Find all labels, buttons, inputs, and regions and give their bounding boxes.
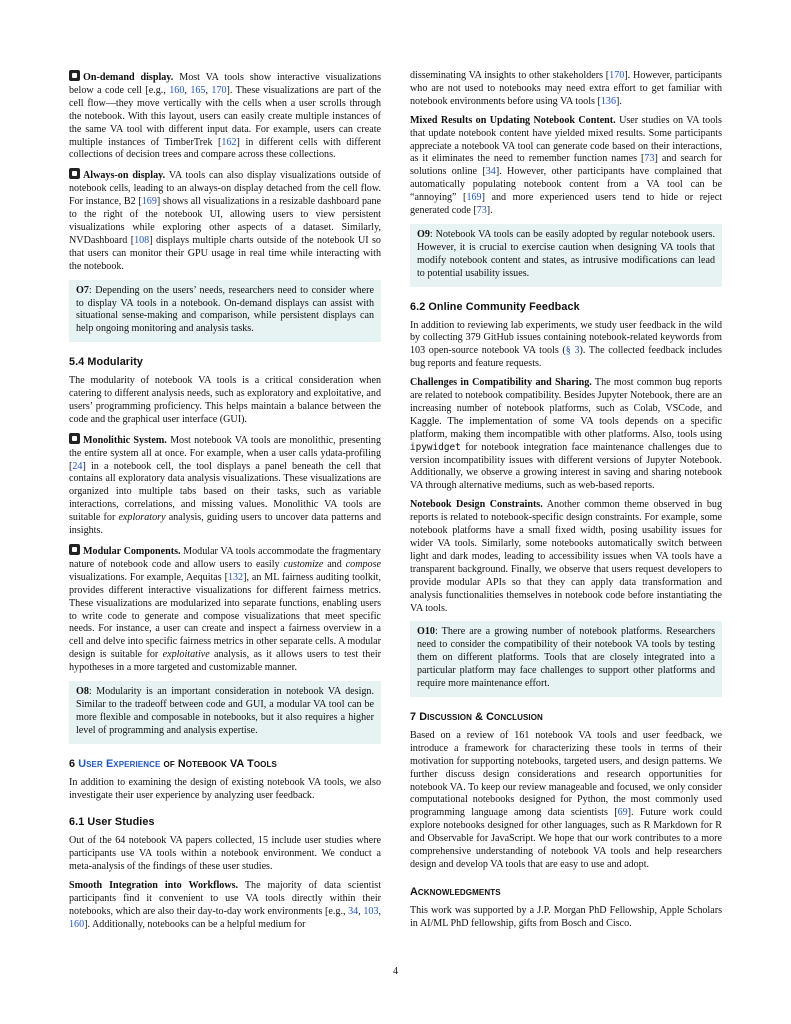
paragraph-conclusion: Based on a review of 161 notebook VA tools and user feedback, we introduce a framework for characterizing these tools in terms of their motivation for supporting notebooks, targeted users, and design patterns. We further discuss design considerations and research opportunities for notebook VA. To keep our review manageable and focused, we only consider computational notebooks designed for Python, the most commonly used programming language among data scientists [69]. Future work could explore notebooks designed for other languages, such as R Markdown for R and Observable for JavaScript. We hope that our work contributes to a more comprehensive understanding of notebook VA tools and help researchers design and develop VA tools that are easy to use and adopt. <box>410 729 722 870</box>
citation-link[interactable]: 170 <box>609 70 625 81</box>
citation-link[interactable]: 108 <box>134 234 150 246</box>
citation-link[interactable]: 170 <box>211 84 227 96</box>
citation-link[interactable]: 160 <box>169 84 185 96</box>
paragraph-modular-components: Modular Components. Modular VA tools accommodate the fragmentary nature of notebook code and allow users to easily customize and compose visualizations. For example, Aequitas [132], an ML fairness auditing toolkit, provides different interactive visualizations for different fairness metrics. These visualizations are modularized into separate functions, enabling users to write code to generate and compose visualizations that meet specific needs. For instance, a user can create and inspect a fairness overview in a cell and delve into specific fairness metrics in other separate cells. A modular design is suitable for exploitative analysis, as it allows users to test their hypotheses in a more targeted and customizable manner. <box>69 546 381 674</box>
citation-link[interactable]: 162 <box>221 136 237 148</box>
cell-flow-icon <box>69 70 80 81</box>
citation-link[interactable]: 69 <box>617 807 628 819</box>
section-heading-7: 7 Discussion & Conclusion <box>410 710 543 723</box>
citation-link[interactable]: 34 <box>485 166 496 178</box>
right-column <box>410 70 722 937</box>
paragraph-compatibility: Challenges in Compatibility and Sharing. The most common bug reports are related to notebook compatibility. Besides Jupyter Notebook, there are an increasing number of notebook platforms, such as Colab, VSCode, and Kaggle. The implementation of some VA tools depends on a specific platform, making them incompatible with other platforms. Also, tools using ipywidget for notebook integration face maintenance challenges due to version incompatibility issues with different versions of Jupyter Notebook. Additionally, we observe a growing interest in saving and sharing notebook VA through alternative mediums, such as web-based reports. <box>410 377 722 492</box>
section-heading-6-2: 6.2 Online Community Feedback <box>410 300 580 313</box>
citation-link[interactable]: 160 <box>69 918 85 930</box>
observation-box-o10: O10: There are a growing number of notebook platforms. Researchers need to consider the compatibility of their notebook VA tools by testing them on different platforms. Tools that are closely integrated into a particular platform may face challenges to support other platforms and require more maintenance effort. <box>410 621 722 697</box>
citation-link[interactable]: 73 <box>644 153 655 165</box>
paragraph-community-feedback: In addition to reviewing lab experiments, we study user feedback in the wild by collecting 379 GitHub issues containing notebook-related keywords from 103 open-source notebook VA tools (§ 3). The collected feedback includes bug reports and feature requests. <box>410 319 722 370</box>
section-ref-link[interactable]: § 3 <box>565 345 580 357</box>
citation-link[interactable]: 24 <box>72 460 83 472</box>
paragraph-monolithic-system: Monolithic System. Most notebook VA tools are monolithic, presenting the entire system all at once. For example, when a user calls ydata-profiling [24] in a notebook cell, the tool displays a panel beneath the cell that contains all exploratory data analysis visualizations. These visualizations are organized into multiple tabs based on their tasks, such as variable interactions, correlations, and missing values. Monolithic VA tools are suitable for exploratory analysis, guiding users to uncover data patterns and insights. <box>69 434 381 537</box>
paragraph-user-experience-intro: In addition to examining the design of existing notebook VA tools, we also investigate their user experience by analyzing user feedback. <box>69 776 381 801</box>
citation-link[interactable]: 73 <box>476 205 487 217</box>
citation-link[interactable]: 103 <box>363 905 379 917</box>
paragraph-always-on-display: Always-on display. VA tools can also display visualizations outside of notebook cells, leading to an always-on display detached from the cell flow. For instance, B2 [169] shows all visualizations in a resizable dashboard pane to the right of the notebook UI, allowing users to view persistent visualizations while exploring other aspects of a dataset. Similarly, NVDashboard [108] displays multiple charts outside of the notebook UI so that users can monitor their GPU usage in real time while interacting with the notebook. <box>69 170 381 272</box>
citation-link[interactable]: 169 <box>466 192 482 204</box>
citation-link[interactable]: 34 <box>348 905 359 917</box>
section-link-user-experience[interactable]: User Experience <box>78 757 161 770</box>
observation-box-o7: O7: Depending on the users’ needs, researchers need to consider where to display VA tools in a notebook. On-demand displays can assist with situational sense-making and comparison, while persistent displays can help ongoing monitoring and analysis tasks. <box>69 280 381 343</box>
section-heading-6: 6 User Experience of Notebook VA Tools <box>69 757 277 770</box>
paragraph-design-constraints: Notebook Design Constraints. Another common theme observed in bug reports is related to notebook-specific design constraints. For example, some notebook platforms have a small fixed width, posing usability issues for wider VA tools. Similarly, some notebooks automatically switch between light and dark modes, leading to accessibility issues when VA tools have a transparent background. Finally, we observe that users request developers to provide modular APIs so that they can apply data transformation and analysis functionalities themselves in notebook code before instantiating the VA tools. <box>410 499 722 614</box>
paragraph-mixed-results: Mixed Results on Updating Notebook Content. User studies on VA tools that update notebook content have yielded mixed results. Some participants appreciate a notebook VA tool can generate code based on their interactions, as it eliminates the need to remember function names [73] and search for solutions online [34]. However, other participants have complained that automatically populating notebook content from a VA tool can be “annoying” [169] and more experienced users tend to hide or reject generated code [73]. <box>410 114 723 217</box>
citation-link[interactable]: 132 <box>227 571 244 583</box>
paragraph-modularity-intro: The modularity of notebook VA tools is a critical consideration when catering to different analysis needs, such as exploratory and exploitative, and users’ programming proficiency. This helps maintain a balance between the code and the graphical user interface (GUI). <box>69 375 381 425</box>
monolithic-icon <box>69 433 80 444</box>
paragraph-smooth-integration: Smooth Integration into Workflows. The majority of data scientist participants find it convenient to use VA tools directly within their notebooks, which are also their day-to-day work environments [e.g., 34, 103, 160]. Additionally, notebooks can be a helpful medium for <box>69 880 382 930</box>
left-column <box>69 70 381 938</box>
paragraph-disseminating: disseminating VA insights to other stakeholders [170]. However, participants who are not used to notebooks may need extra effort to get familiar with notebook environments before using VA tools [136]. <box>410 70 722 107</box>
observation-box-o8: O8: Modularity is an important consideration in notebook VA design. Similar to the tradeoff between code and GUI, a modular VA tool can be more flexible and composable in notebooks, but it also requires a higher level of programming and analysis expertise. <box>69 681 381 744</box>
citation-link[interactable]: 165 <box>190 84 206 96</box>
paragraph-acknowledgments: This work was supported by a J.P. Morgan PhD Fellowship, Apple Scholars in AI/ML PhD fellowship, gifts from Bosch and Cisco. <box>410 904 722 929</box>
dashboard-icon <box>69 168 80 179</box>
section-heading-acknowledgments: Acknowledgments <box>410 885 501 898</box>
section-heading-5-4: 5.4 Modularity <box>69 356 143 369</box>
modular-icon <box>69 544 80 555</box>
paragraph-user-studies: Out of the 64 notebook VA papers collected, 15 include user studies where participants use VA tools within a notebook environment. We conduct a meta-analysis of the findings of these user studies. <box>69 835 381 873</box>
citation-link[interactable]: 169 <box>141 196 157 208</box>
paragraph-on-demand-display: On-demand display. Most VA tools show interactive visualizations below a code cell [e.g., 160, 165, 170]. These visualizations are part of the cell flow—they move vertically with the cells when a user scrolls through the notebook. With this layout, users can easily create multiple instances of the same VA tool with different input data. For example, users can create multiple instances of TimberTrek [162] in different cells with different collections of decision trees and compare across these collections. <box>69 72 382 161</box>
citation-link[interactable]: 136 <box>600 95 616 107</box>
section-heading-6-1: 6.1 User Studies <box>69 816 155 829</box>
page-number: 4 <box>393 966 398 977</box>
observation-box-o9: O9: Notebook VA tools can be easily adopted by regular notebook users. However, it is crucial to exercise caution when designing VA tools that modify notebook content and states, as intrusive modifications can lead to potential usability issues. <box>410 224 722 287</box>
